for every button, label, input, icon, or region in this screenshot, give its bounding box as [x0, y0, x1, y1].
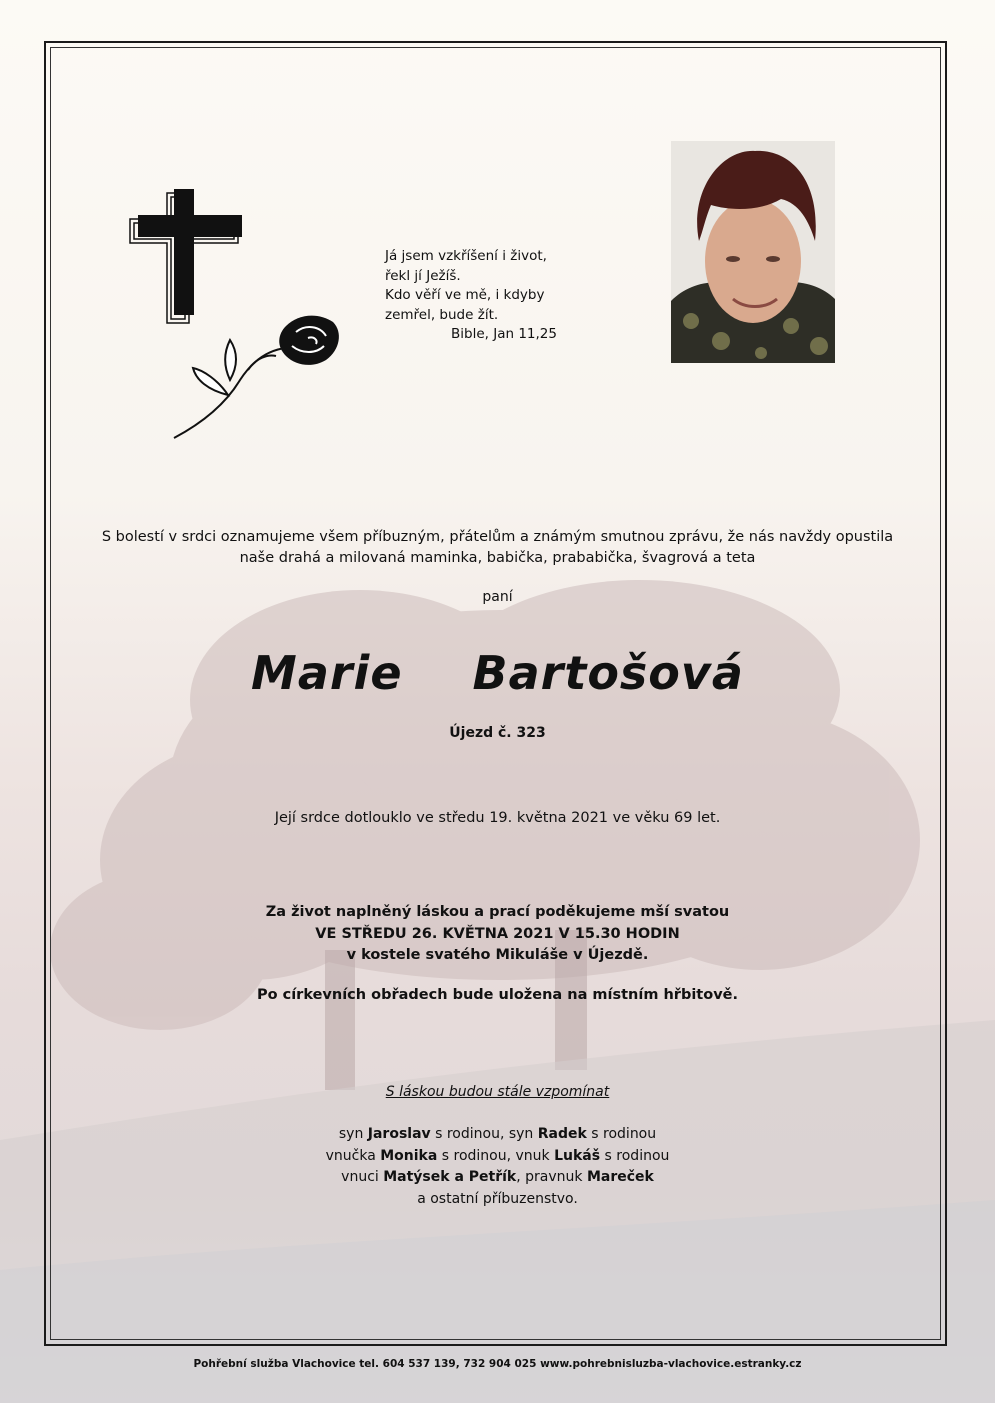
family-text: vnučka [325, 1147, 381, 1164]
mass-info [60, 902, 935, 967]
family-row: a ostatní příbuzenstvo. [417, 1190, 578, 1207]
mass-location: v kostele svatého Mikuláše v Újezdě. [346, 947, 649, 963]
rose-icon [168, 310, 348, 445]
burial-info: Po církevních obřadech bude uložena na místním hřbitově. [256, 987, 738, 1003]
mass-line: Za život naplněný láskou a prací poděkujeme mší svatou [265, 904, 730, 920]
verse-reference: Bible, Jan 11,25 [451, 326, 557, 342]
family-text: syn [338, 1126, 368, 1142]
family-member: Mareček [586, 1169, 654, 1185]
family-member: Matýsek a Petřík [383, 1169, 517, 1185]
mass-datetime: VE STŘEDU 26. KVĚTNA 2021 V 15.30 HODIN [315, 925, 680, 942]
bible-verse [385, 247, 615, 345]
cross-icon [126, 185, 244, 330]
verse-line: Já jsem vzkříšení i život, [385, 248, 547, 264]
family-member: Monika [380, 1147, 438, 1164]
family-text: s rodinou, syn [430, 1126, 538, 1142]
family-text: vnuci [341, 1169, 384, 1185]
verse-line: Kdo věří ve mě, i kdyby [385, 287, 545, 303]
family-member: Lukáš [554, 1147, 601, 1164]
verse-line: zemřel, bude žít. [385, 306, 499, 323]
family-row [60, 1146, 935, 1168]
family-row [60, 1167, 935, 1189]
announcement-text [60, 527, 935, 568]
family-member: Radek [537, 1126, 587, 1142]
announcement-line: S bolestí v srdci oznamujeme všem příbuzným, přátelům a známým smutnou zprávu, že nás navždy opustila [101, 529, 894, 545]
title-word: paní [482, 589, 513, 605]
deceased-address: Újezd č. 323 [449, 725, 546, 741]
family-text: , pravnuk [516, 1169, 587, 1185]
family-text: s rodinou, vnuk [437, 1147, 555, 1164]
family-list [60, 1124, 935, 1210]
family-row [60, 1124, 935, 1146]
funeral-service-footer: Pohřební služba Vlachovice tel. 604 537 139, 732 904 025 www.pohrebnisluzba-vlachovice.estranky.cz [193, 1358, 802, 1370]
announcement-line: naše drahá a milovaná maminka, babička, prababička, švagrová a teta [239, 549, 756, 566]
remembrance-heading: S láskou budou stále vzpomínat [385, 1084, 610, 1100]
family-text: s rodinou [586, 1126, 657, 1142]
death-notice: Její srdce dotlouklo ve středu 19. května 2021 ve věku 69 let. [274, 810, 721, 826]
family-text: s rodinou [600, 1147, 670, 1164]
family-member: Jaroslav [367, 1126, 431, 1142]
verse-line: řekl jí Ježíš. [385, 267, 461, 284]
portrait-photo [671, 141, 835, 363]
deceased-name: Marie Bartošová [251, 646, 744, 700]
